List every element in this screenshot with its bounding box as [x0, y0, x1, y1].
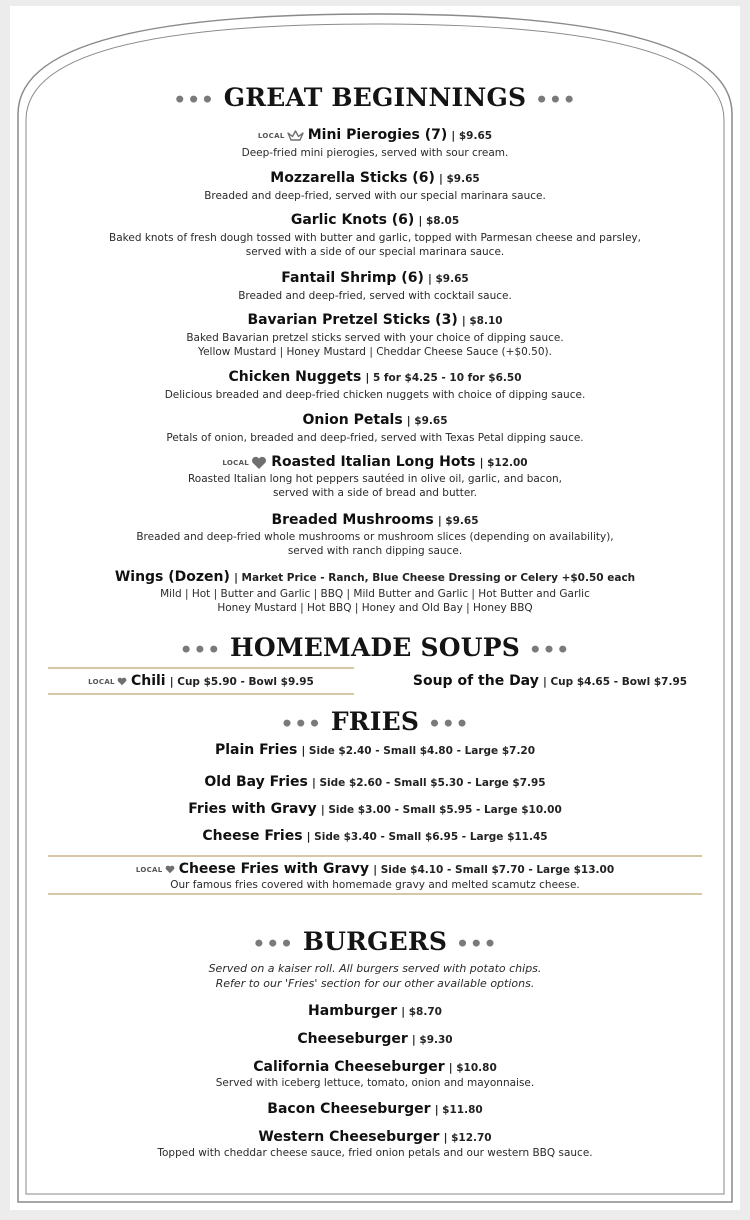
menu-item-garlic-knots: Garlic Knots (6) | $8.05	[290, 212, 460, 228]
menu-item-soup-of-the-day: Soup of the Day | Cup $4.65 - Bowl $7.95	[412, 673, 688, 689]
menu-item-cheese-fries-with-gravy: LOCAL Cheese Fries with Gravy | Side $4.10 - Small $7.70 - Large $13.00	[135, 861, 615, 877]
item-description: Breaded and deep-fried, served with our special marinara sauce.	[204, 190, 546, 202]
divider-rule	[48, 693, 354, 695]
menu-item-western-cheeseburger: Western Cheeseburger | $12.70	[258, 1129, 492, 1145]
menu-item-breaded-mushrooms: Breaded Mushrooms | $9.65	[271, 512, 479, 528]
local-label: LOCAL	[257, 131, 285, 140]
item-description: Served with iceberg lettuce, tomato, onion and mayonnaise.	[215, 1077, 535, 1089]
item-description: Breaded and deep-fried, served with cocktail sauce.	[238, 290, 512, 302]
divider-rule	[48, 893, 702, 895]
menu-item-california-cheeseburger: California Cheeseburger | $10.80	[253, 1059, 497, 1075]
menu-item-cheese-fries: Cheese Fries | Side $3.40 - Small $6.95 - Large $11.45	[202, 828, 548, 844]
item-description: served with a side of bread and butter.	[272, 487, 478, 499]
section-title-fries: ••• FRIES •••	[280, 707, 470, 736]
divider-rule	[48, 667, 354, 669]
item-description: Breaded and deep-fried whole mushrooms or mushroom slices (depending on availability),	[136, 531, 614, 543]
item-description: served with ranch dipping sauce.	[287, 545, 463, 557]
heart-icon	[165, 865, 175, 874]
menu-item-plain-fries: Plain Fries | Side $2.40 - Small $4.80 - Large $7.20	[214, 742, 536, 758]
heart-icon	[117, 677, 127, 686]
menu-item-old-bay-fries: Old Bay Fries | Side $2.60 - Small $5.30 - Large $7.95	[204, 774, 546, 790]
menu-item-fantail-shrimp: Fantail Shrimp (6) | $9.65	[281, 270, 469, 286]
menu-content	[10, 6, 740, 1210]
item-description: Baked Bavarian pretzel sticks served with your choice of dipping sauce.	[186, 332, 564, 344]
item-description: Honey Mustard | Hot BBQ | Honey and Old Bay | Honey BBQ	[217, 602, 533, 614]
section-title-great-beginnings: ••• GREAT BEGINNINGS •••	[173, 83, 577, 112]
menu-item-cheeseburger: Cheeseburger | $9.30	[297, 1031, 453, 1047]
menu-item-chicken-nuggets: Chicken Nuggets | 5 for $4.25 - 10 for $6.50	[228, 369, 522, 385]
item-description: Petals of onion, breaded and deep-fried, served with Texas Petal dipping sauce.	[166, 432, 584, 444]
divider-rule	[48, 855, 702, 857]
item-description: Our famous fries covered with homemade gravy and melted scamutz cheese.	[170, 879, 580, 891]
item-description: Delicious breaded and deep-fried chicken nuggets with choice of dipping sauce.	[164, 389, 586, 401]
local-label: LOCAL	[222, 458, 250, 467]
item-description: Baked knots of fresh dough tossed with butter and garlic, topped with Parmesan cheese and parsley,	[109, 232, 641, 244]
menu-item-bavarian-pretzel-sticks: Bavarian Pretzel Sticks (3) | $8.10	[247, 312, 503, 328]
menu-item-wings: Wings (Dozen) | Market Price - Ranch, Blue Cheese Dressing or Celery +$0.50 each	[114, 569, 636, 585]
item-description: served with a side of our special marinara sauce.	[245, 246, 505, 258]
item-description: Roasted Italian long hot peppers sautéed in olive oil, garlic, and bacon,	[187, 473, 562, 485]
local-label: LOCAL	[88, 677, 115, 686]
menu-page	[10, 6, 740, 1210]
menu-item-mini-pierogies: LOCAL Mini Pierogies (7) | $9.65	[257, 127, 493, 143]
menu-item-hamburger: Hamburger | $8.70	[308, 1003, 442, 1019]
menu-item-chili: LOCAL Chili | Cup $5.90 - Bowl $9.95	[88, 673, 314, 689]
crown-icon	[287, 130, 304, 142]
menu-item-bacon-cheeseburger: Bacon Cheeseburger | $11.80	[267, 1101, 483, 1117]
item-description: Yellow Mustard | Honey Mustard | Cheddar Cheese Sauce (+$0.50).	[198, 346, 552, 358]
item-description: Topped with cheddar cheese sauce, fried onion petals and our western BBQ sauce.	[157, 1147, 593, 1159]
section-title-homemade-soups: ••• HOMEMADE SOUPS •••	[179, 633, 571, 662]
item-description: Mild | Hot | Butter and Garlic | BBQ | Mild Butter and Garlic | Hot Butter and Garlic	[160, 588, 590, 600]
menu-item-fries-with-gravy: Fries with Gravy | Side $3.00 - Small $5.95 - Large $10.00	[188, 801, 562, 817]
menu-item-mozzarella-sticks: Mozzarella Sticks (6) | $9.65	[270, 170, 480, 186]
local-label: LOCAL	[135, 865, 163, 874]
section-title-burgers: ••• BURGERS •••	[252, 927, 498, 956]
section-intro: Served on a kaiser roll. All burgers served with potato chips.	[208, 962, 542, 975]
menu-item-roasted-italian-long-hots: LOCAL Roasted Italian Long Hots | $12.00	[222, 454, 528, 470]
heart-icon	[251, 456, 267, 470]
section-intro: Refer to our 'Fries' section for our other available options.	[215, 977, 535, 990]
item-description: Deep-fried mini pierogies, served with sour cream.	[241, 147, 509, 159]
menu-item-onion-petals: Onion Petals | $9.65	[302, 412, 448, 428]
